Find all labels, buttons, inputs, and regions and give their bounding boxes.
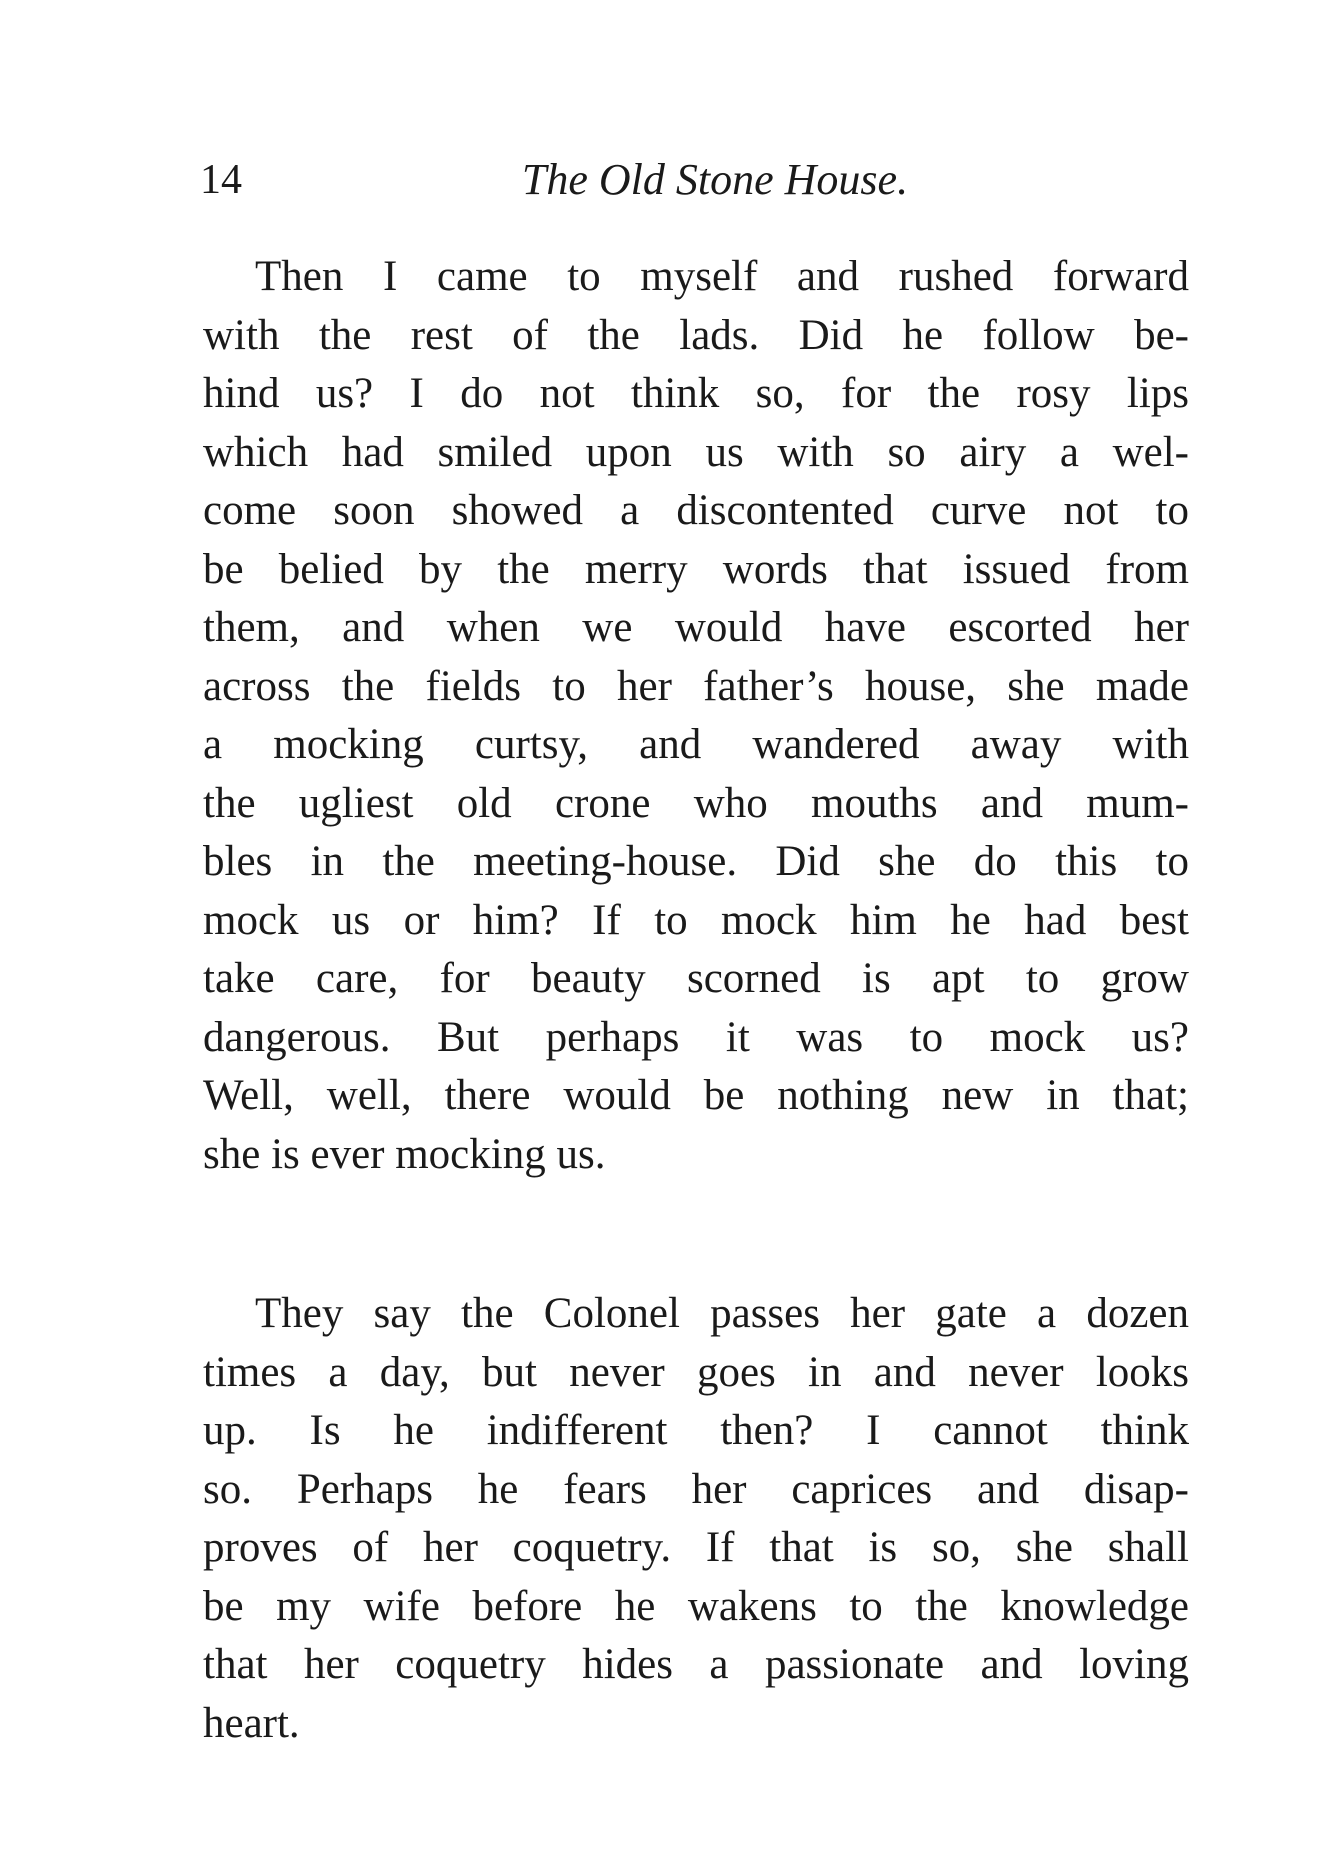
page-header	[200, 150, 1190, 210]
paragraph-gap	[203, 1184, 1189, 1285]
text-line: Well, well, there would be nothing new in that;	[203, 1072, 1189, 1119]
page-number: 14	[200, 157, 242, 203]
running-title: The Old Stone House.	[521, 155, 909, 204]
text-line: so. Perhaps he fears her caprices and disap-	[203, 1465, 1189, 1513]
text-line: mock us or him? If to mock him he had best	[203, 896, 1189, 944]
text-line: bles in the meeting-house. Did she do this to	[203, 838, 1189, 885]
text-line: across the fields to her father’s house, she made	[203, 662, 1189, 710]
paragraph-2	[203, 1285, 1189, 1753]
text-line: times a day, but never goes in and never looks	[203, 1348, 1189, 1396]
text-line: the ugliest old crone who mouths and mum-	[203, 779, 1189, 827]
text-line: Then I came to myself and rushed forward	[255, 253, 1189, 300]
text-line: that her coquetry hides a passionate and loving	[203, 1641, 1189, 1688]
text-line: a mocking curtsy, and wandered away with	[203, 721, 1189, 768]
body-text	[203, 248, 1189, 1753]
text-line: which had smiled upon us with so airy a wel-	[203, 428, 1189, 476]
text-line: proves of her coquetry. If that is so, she shall	[203, 1524, 1189, 1571]
text-line: she is ever mocking us.	[203, 1130, 606, 1178]
text-line: them, and when we would have escorted her	[203, 604, 1189, 651]
text-line: up. Is he indifferent then? I cannot think	[203, 1407, 1189, 1454]
text-line: heart.	[203, 1699, 300, 1747]
text-line: come soon showed a discontented curve not to	[203, 487, 1189, 534]
text-line: with the rest of the lads. Did he follow be-	[203, 311, 1189, 359]
text-line: be belied by the merry words that issued from	[203, 545, 1189, 593]
paragraph-1	[203, 248, 1189, 1184]
text-line: take care, for beauty scorned is apt to grow	[203, 955, 1189, 1002]
text-line: They say the Colonel passes her gate a dozen	[255, 1290, 1189, 1337]
text-line: dangerous. But perhaps it was to mock us?	[203, 1013, 1189, 1061]
text-line: hind us? I do not think so, for the rosy lips	[203, 370, 1189, 417]
text-line: be my wife before he wakens to the knowledge	[203, 1582, 1189, 1630]
